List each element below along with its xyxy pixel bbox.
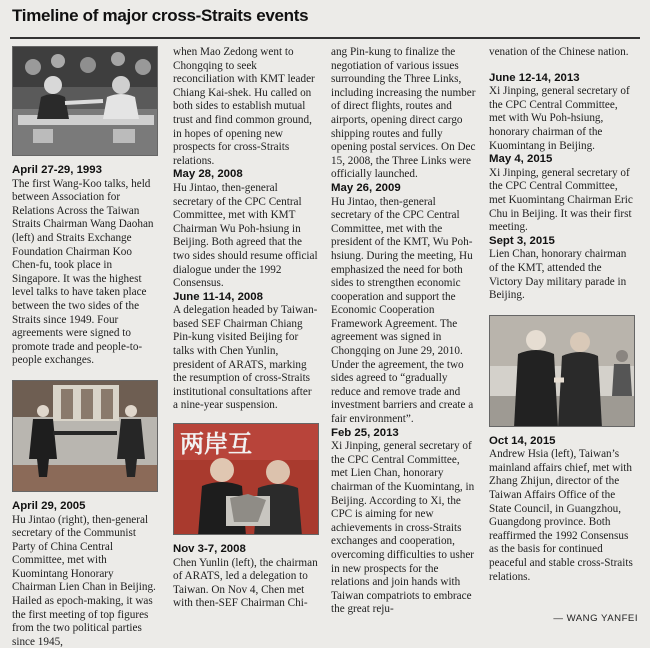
photo-chen-chiang-2008 xyxy=(173,423,319,535)
event-date: June 11-14, 2008 xyxy=(173,290,263,303)
byline-credit: — WANG YANFEI xyxy=(553,613,638,624)
title-rule xyxy=(10,37,640,39)
column-2 xyxy=(173,46,319,611)
photo-wang-koo-talks-image xyxy=(13,47,158,156)
event-text: Hu Jintao, then-general secretary of the CPC Central Committee, met with the president of the KMT, Wu Poh-hsiung. During the meeting, Hu emphasized the need for both sides to strengthen economic cooperation and support the Economic Cooperation Framework Agreement. The agreement was signed in Chongqing on June 29, 2010. Under the agreement, the two sides agreed to “gradually reduce and remove trade and investment barriers and create a fair environment”. xyxy=(331,195,474,426)
photo-hsia-zhang-2015 xyxy=(489,315,635,427)
event-text: Xi Jinping, general secretary of the CPC Central Committee, met with Wu Poh-hsiung, honorary chairman of the Kuomintang in Beijing. xyxy=(489,85,630,152)
column-4 xyxy=(489,46,635,584)
event-date: May 26, 2009 xyxy=(331,181,401,194)
event-text: Hu Jintao, then-general secretary of the CPC Central Committee, met with KMT Chairman Wu Poh-hsiung in Beijing. Both agreed that the two sides should resume official dialogue under the 1992 Consensus. xyxy=(173,181,318,290)
event-text: Hu Jintao (right), then-general secretary of the Communist Party of China Central Committee, met with Kuomintang Honorary Chairman Lien Chan in Beijing. Hailed as epoch-making, it was the first meeting of top figures from the two political parties since 1945, xyxy=(12,513,156,648)
photo-hsia-zhang-2015-image xyxy=(490,316,635,427)
event-date: Oct 14, 2015 xyxy=(489,434,556,447)
event-date: June 12-14, 2013 xyxy=(489,71,580,84)
photo-banner-text: 两岸互 xyxy=(180,430,252,459)
event-text: Lien Chan, honorary chairman of the KMT, attended the Victory Day military parade in Beijing. xyxy=(489,248,627,302)
event-text: Xi Jinping, general secretary of the CPC Central Committee, met Lien Chan, honorary chairman of the Kuomintang, in Beijing. According to Xi, the CPC is aiming for new achievements in cross-Straits exchanges and cooperation, overcoming difficulties to usher in new prospects for the relations and join hands with Taiwan compatriots to embrace the great reju- xyxy=(331,440,475,616)
column-1 xyxy=(12,46,158,648)
column-3 xyxy=(331,46,477,617)
event-date: Nov 3-7, 2008 xyxy=(173,543,246,556)
event-date: May 28, 2008 xyxy=(173,168,243,181)
photo-chen-chiang-2008-image xyxy=(174,424,319,535)
event-date: Feb 25, 2013 xyxy=(331,426,399,439)
photo-wang-koo-talks xyxy=(12,46,158,156)
event-text-continued: ang Pin-kung to finalize the negotiation of various issues surrounding the Three Links, including increasing the number of direct flights, routes and airports, opening direct cargo shipping routes and fully opening postal services. On Dec 15, 2008, the Three Links were officially launched. xyxy=(331,46,476,181)
event-text-continued: venation of the Chinese nation. xyxy=(489,46,629,58)
event-date: April 27-29, 1993 xyxy=(12,164,102,176)
photo-hu-lien-2005 xyxy=(12,380,158,492)
event-text: The first Wang-Koo talks, held between Association for Relations Across the Taiwan Straits Chairman Wang Daohan (left) and Straits Exchange Foundation Chairman Koo Chen-fu, took place in Singapore. It was the highest level talks to have taken place between the two sides of the Straits since 1949. Four agreements were signed to promote trade and people-to-people exchanges. xyxy=(12,177,154,367)
event-text: Andrew Hsia (left), Taiwan’s mainland affairs chief, met with Zhang Zhijun, director of the Taiwan Affairs Office of the State Council, in Guangzhou, Guangdong province. Both reaffirmed the 1992 Consensus as the basis for continued peaceful and stable cross-Straits relations. xyxy=(489,448,633,583)
photo-hu-lien-2005-image xyxy=(13,381,158,492)
event-date: Sept 3, 2015 xyxy=(489,234,555,247)
page-title: Timeline of major cross-Straits events xyxy=(12,6,309,25)
event-date: April 29, 2005 xyxy=(12,499,86,512)
event-date: May 4, 2015 xyxy=(489,153,553,166)
event-text: A delegation headed by Taiwan-based SEF Chairman Chiang Pin-kung visited Beijing for talks with Chen Yunlin, president of ARATS, marking the resumption of cross-Straits institutional consultations after a nine-year suspension. xyxy=(173,304,318,412)
event-text: Chen Yunlin (left), the chairman of ARATS, led a delegation to Taiwan. On Nov 4, Chen met with then-SEF Chairman Chi- xyxy=(173,556,318,610)
event-text: Xi Jinping, general secretary of the CPC Central Committee, met Kuomintang Chairman Eric Chu in Beijing. It was their first meeting. xyxy=(489,166,633,234)
event-text-continued: when Mao Zedong went to Chongqing to seek reconciliation with KMT leader Chiang Kai-shek. Hu called on both sides to establish mutual trust and find common ground, in hopes of opening new prospects for cross-Straits relations. xyxy=(173,46,315,167)
